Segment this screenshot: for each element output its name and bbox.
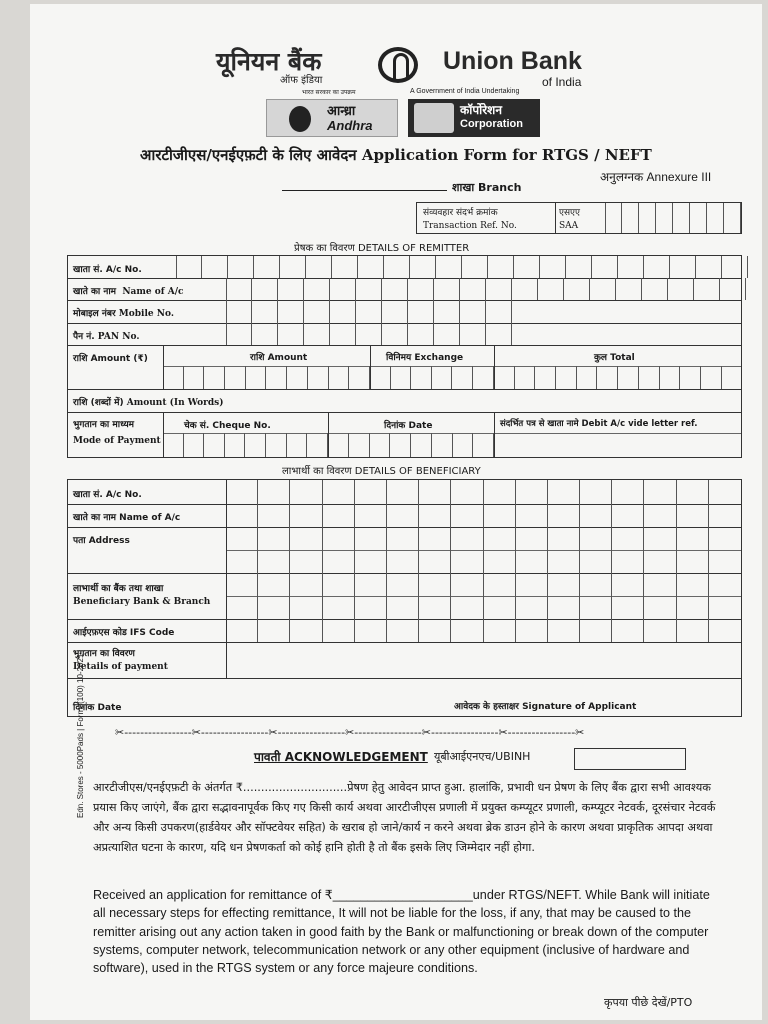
cut-line: ✂-----------------✂-----------------✂-----------------✂-----------------✂-----------------✂-----------------✂: [115, 726, 585, 739]
date-header: दिनांक Date: [384, 421, 433, 431]
payment-details-english: Details of payment: [73, 662, 168, 672]
debit-ac-header: संदर्भित पत्र से खाता नामे Debit A/c vide letter ref.: [500, 419, 698, 429]
divider: [555, 203, 556, 233]
branch-field[interactable]: [282, 190, 447, 191]
remitter-mobile-label: मोबाइल नंबर Mobile No.: [73, 309, 174, 319]
remitter-ac-no-label: खाता सं. A/c No.: [73, 265, 142, 275]
date-cells[interactable]: [328, 433, 494, 457]
signature-label: आवेदक के हस्ताक्षर Signature of Applicant: [454, 702, 637, 712]
acknowledgement-code: यूबीआईएनएच/UBINH: [434, 750, 531, 763]
edition-note: Edn. Stores - 5000Pads | Forms(100) 10-2021: [76, 653, 85, 818]
txn-ref-english: Transaction Ref. No.: [423, 221, 517, 231]
union-bank-logo-icon: [378, 47, 418, 83]
total-cells[interactable]: [494, 366, 722, 389]
beneficiary-address-label: पता Address: [73, 536, 130, 546]
mode-of-payment-hindi: भुगतान का माध्यम: [73, 420, 135, 430]
bank-of-india-hindi: ऑफ इंडिया: [280, 75, 323, 86]
date-label: दिनांक Date: [73, 703, 122, 713]
remitter-name-label: खाते का नाम Name of A/c: [73, 287, 184, 297]
corporation-emblem-icon: [414, 103, 454, 133]
andhra-english: Andhra: [327, 118, 373, 133]
remitter-pan-cells[interactable]: [226, 323, 512, 345]
beneficiary-bank-hindi: लाभार्थी का बैंक तथा शाखा: [73, 584, 164, 594]
cheque-no-cells[interactable]: [163, 433, 328, 457]
saa-english: SAA: [559, 221, 579, 231]
bank-name-english: Union Bank: [443, 47, 582, 75]
saa-hindi: एसएए: [559, 208, 581, 218]
mode-of-payment-english: Mode of Payment: [73, 436, 161, 446]
acknowledgement-title: पावती ACKNOWLEDGEMENT: [254, 750, 428, 764]
cheque-no-header: चेक सं. Cheque No.: [184, 421, 271, 431]
acknowledgement-hindi-text: आरटीजीएस/एनईएफ़टी के अंतर्गत ₹.............................प्रेषण हेतु आवेदन प्राप्त हुआ. हालांकि, प्रभावी धन प्रेषण के लिए बैंक द्वारा सभी आवश्यक प्रयास किए जाएंगे, बैंक द्वारा सद्भावनापूर्वक किए गए किसी कार्य अथवा आरटीजीएस प्रणाली में प्रयुक्त कम्प्यूटर प्रणाली, कम्प्यूटर नेटवर्क, दूरसंचार नेटवर्क और अन्य किसी उपकरण(हार्डवेयर और सॉफ्टवेयर सहित) के खराब हो जाने/कार्य न करने अथवा ब्रेक डाउन होने के कारण अथवा प्राकृतिक आपदा अथवा अप्रत्याशित घटना के कारण, यदि धन प्रेषणकर्ता को कोई हानि होती है तो बैंक इसके लिए जिम्मेदार नहीं होगा.: [93, 781, 716, 854]
tagline-hindi: भारत सरकार का उपक्रम: [302, 89, 356, 96]
txn-ref-hindi: संव्यवहार संदर्भ क्रमांक: [423, 208, 498, 218]
branch-label: शाखा Branch: [452, 181, 522, 194]
remitter-amount-label: राशि Amount (₹): [73, 354, 148, 364]
andhra-logo-icon: [289, 106, 311, 132]
remitter-mobile-cells[interactable]: [226, 300, 512, 323]
bank-of-india-english: of India: [542, 75, 582, 89]
pto-note: कृपया पीछे देखें/PTO: [604, 996, 693, 1009]
andhra-bank-logo: [266, 99, 398, 137]
beneficiary-bank-english: Beneficiary Bank & Branch: [73, 597, 211, 607]
total-column-header: कुल Total: [594, 353, 635, 363]
amount-column-header: राशि Amount: [250, 353, 308, 363]
beneficiary-ac-no-label: खाता सं. A/c No.: [73, 490, 142, 500]
payment-details-field[interactable]: [228, 644, 738, 676]
corporation-bank-logo: [408, 99, 540, 137]
andhra-hindi: आन्ध्रा: [327, 104, 356, 119]
annexure-label: अनुलग्नक Annexure III: [600, 170, 712, 184]
remitter-name-cells[interactable]: [226, 278, 746, 300]
corporation-hindi: कॉर्पोरेशन: [460, 103, 502, 117]
amount-in-words-label: राशि (शब्दों में) Amount (In Words): [73, 398, 224, 408]
remitter-section-title: प्रेषक का विवरण DETAILS OF REMITTER: [294, 243, 470, 254]
beneficiary-table: [67, 479, 742, 717]
remitter-pan-label: पैन नं. PAN No.: [73, 332, 140, 342]
amount-cells[interactable]: [163, 366, 370, 389]
ifsc-label: आईएफ़एस कोड IFS Code: [73, 628, 175, 638]
corporation-english: Corporation: [460, 118, 523, 130]
beneficiary-grid-cells[interactable]: [226, 480, 741, 642]
remitter-table: [67, 255, 742, 458]
transaction-ref-box: [416, 202, 742, 234]
acknowledgement-english-text: Received an application for remittance of ₹____________________under RTGS/NEFT. While Bank will initiate all necessary steps for effecting remittance, It will not be liable for the loss, if any, that may be caused to the remitter arising out any action taken in good faith by the Bank or malfunctioning or break down of the computer systems, computer network, telecommunication network or any other equipment (inclusive of hardware and software), used in the RTGS system or any force majeure conditions.: [93, 888, 710, 976]
remitter-ac-no-cells[interactable]: [176, 256, 748, 278]
tagline-english: A Government of India Undertaking: [410, 88, 520, 95]
exchange-cells[interactable]: [370, 366, 494, 389]
acknowledgement-number-field[interactable]: [574, 748, 686, 770]
exchange-column-header: विनिमय Exchange: [386, 353, 464, 363]
amount-in-words-field[interactable]: [258, 390, 738, 411]
payment-details-hindi: भुगतान का विवरण: [73, 649, 135, 659]
saa-cells[interactable]: [605, 203, 741, 233]
bank-name-hindi: यूनियन बैंक: [216, 47, 322, 76]
beneficiary-section-title: लाभार्थी का विवरण DETAILS OF BENEFICIARY: [282, 466, 481, 477]
beneficiary-name-label: खाते का नाम Name of A/c: [73, 513, 181, 523]
form-title: आरटीजीएस/एनईएफ़टी के लिए आवेदन Application Form for RTGS / NEFT: [140, 146, 652, 164]
